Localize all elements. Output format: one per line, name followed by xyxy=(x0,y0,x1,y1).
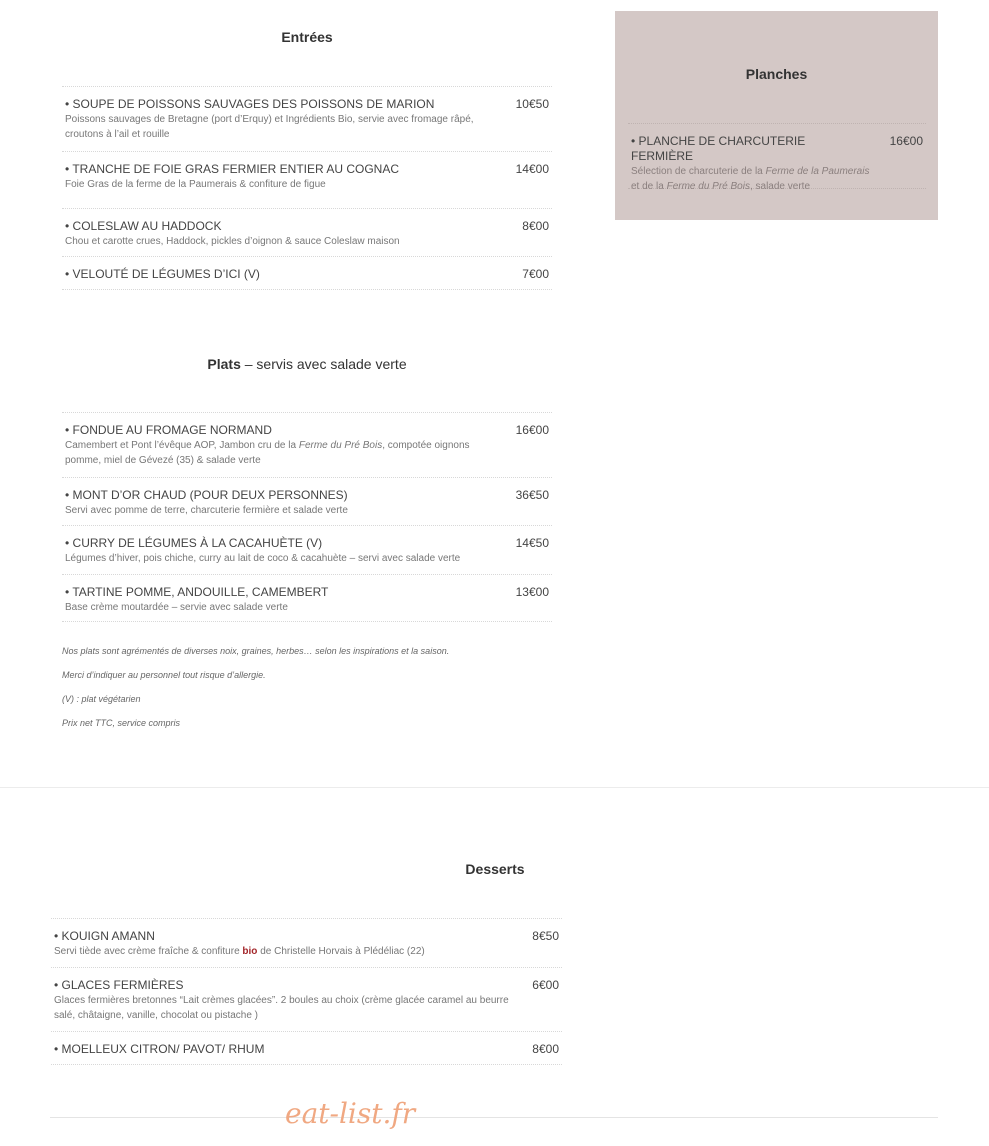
planches-list xyxy=(628,123,926,192)
item-description: Servi avec pomme de terre, charcuterie fermière et salade verte xyxy=(65,505,348,516)
plats-title-bold: Plats xyxy=(207,356,241,372)
item-price: 7€00 xyxy=(522,267,549,281)
item-price: 16€00 xyxy=(889,134,923,148)
item-price: 8€00 xyxy=(532,1042,559,1056)
item-price: 36€50 xyxy=(515,488,549,502)
item-name: • GLACES FERMIÈRES xyxy=(54,978,184,992)
bio-label: bio xyxy=(242,946,258,957)
item-price: 14€00 xyxy=(515,162,549,176)
desserts-list xyxy=(51,918,562,1065)
item-description: Chou et carotte crues, Haddock, pickles d’oignon & sauce Coleslaw maison xyxy=(65,236,400,247)
item-name: • TRANCHE DE FOIE GRAS FERMIER ENTIER AU COGNAC xyxy=(65,162,400,176)
menu-item xyxy=(62,86,552,151)
note: Nos plats sont agrémentés de diverses noix, graines, herbes… selon les inspirations et la saison. xyxy=(62,646,450,656)
menu-item xyxy=(51,1031,562,1065)
plats-title xyxy=(62,356,552,372)
item-price: 8€50 xyxy=(532,929,559,943)
note: Prix net TTC, service compris xyxy=(62,718,181,728)
menu-notes xyxy=(62,645,552,741)
item-description: Servi tiède avec crème fraîche & confiture bio de Christelle Horvais à Plédéliac (22) xyxy=(54,946,425,957)
menu-item xyxy=(62,477,552,525)
item-description: Poissons sauvages de Bretagne (port d’Erquy) et Ingrédients Bio, servie avec fromage râpé, croutons à l’ail et rouille xyxy=(65,114,474,140)
entrees-title: Entrées xyxy=(281,29,333,45)
menu-item xyxy=(62,151,552,208)
note: (V) : plat végétarien xyxy=(62,694,141,704)
item-description: Glaces fermières bretonnes “Lait crèmes glacées”. 2 boules au choix (crème glacée caramel au beurre salé, châtaigne, vanille, chocolat ou pistache ) xyxy=(54,995,509,1021)
menu-item xyxy=(51,918,562,967)
planches-panel xyxy=(615,11,938,220)
item-description: Base crème moutardée – servie avec salade verte xyxy=(65,602,288,613)
item-name: • KOUIGN AMANN xyxy=(54,929,155,943)
item-description: Légumes d’hiver, pois chiche, curry au lait de coco & cacahuète – servi avec salade verte xyxy=(65,553,461,564)
menu-item xyxy=(62,256,552,290)
item-price: 8€00 xyxy=(522,219,549,233)
item-name: • CURRY DE LÉGUMES À LA CACAHUÈTE (V) xyxy=(65,536,323,550)
item-price: 10€50 xyxy=(515,97,549,111)
item-price: 16€00 xyxy=(515,423,549,437)
menu-item xyxy=(62,574,552,622)
plats-title-subtitle: – servis avec salade verte xyxy=(240,356,407,372)
menu-item xyxy=(62,412,552,477)
item-description: Camembert et Pont l’évêque AOP, Jambon cru de la Ferme du Pré Bois, compotée oignons pomme, miel de Gévezé (35) & salade verte xyxy=(65,440,470,466)
menu-item xyxy=(62,208,552,256)
item-name: • PLANCHE DE CHARCUTERIE FERMIÈRE xyxy=(631,134,806,163)
item-price: 13€00 xyxy=(515,585,549,599)
item-name: • VELOUTÉ DE LÉGUMES D’ICI (V) xyxy=(65,267,260,281)
item-name: • COLESLAW AU HADDOCK xyxy=(65,219,222,233)
menu-item xyxy=(51,967,562,1031)
item-name: • MONT D’OR CHAUD (POUR DEUX PERSONNES) xyxy=(65,488,348,502)
desserts-title: Desserts xyxy=(465,861,525,877)
item-name: • TARTINE POMME, ANDOUILLE, CAMEMBERT xyxy=(65,585,329,599)
footer-divider xyxy=(50,1117,938,1118)
item-description: Foie Gras de la ferme de la Paumerais & confiture de figue xyxy=(65,179,326,190)
watermark: eat-list.fr xyxy=(285,1097,416,1130)
entrees-list xyxy=(62,86,552,290)
item-price: 14€50 xyxy=(515,536,549,550)
item-price: 6€00 xyxy=(532,978,559,992)
menu-item xyxy=(628,123,926,192)
item-name: • FONDUE AU FROMAGE NORMAND xyxy=(65,423,272,437)
section-divider xyxy=(0,787,989,788)
item-name: • SOUPE DE POISSONS SAUVAGES DES POISSONS DE MARION xyxy=(65,97,435,111)
planches-title: Planches xyxy=(745,66,808,82)
menu-item xyxy=(62,525,552,574)
item-name: • MOELLEUX CITRON/ PAVOT/ RHUM xyxy=(54,1042,265,1056)
plats-list xyxy=(62,412,552,622)
item-description: Sélection de charcuterie de la Ferme de la Paumerais et de la Ferme du Pré Bois, salade verte xyxy=(631,166,870,192)
note: Merci d’indiquer au personnel tout risque d’allergie. xyxy=(62,670,266,680)
